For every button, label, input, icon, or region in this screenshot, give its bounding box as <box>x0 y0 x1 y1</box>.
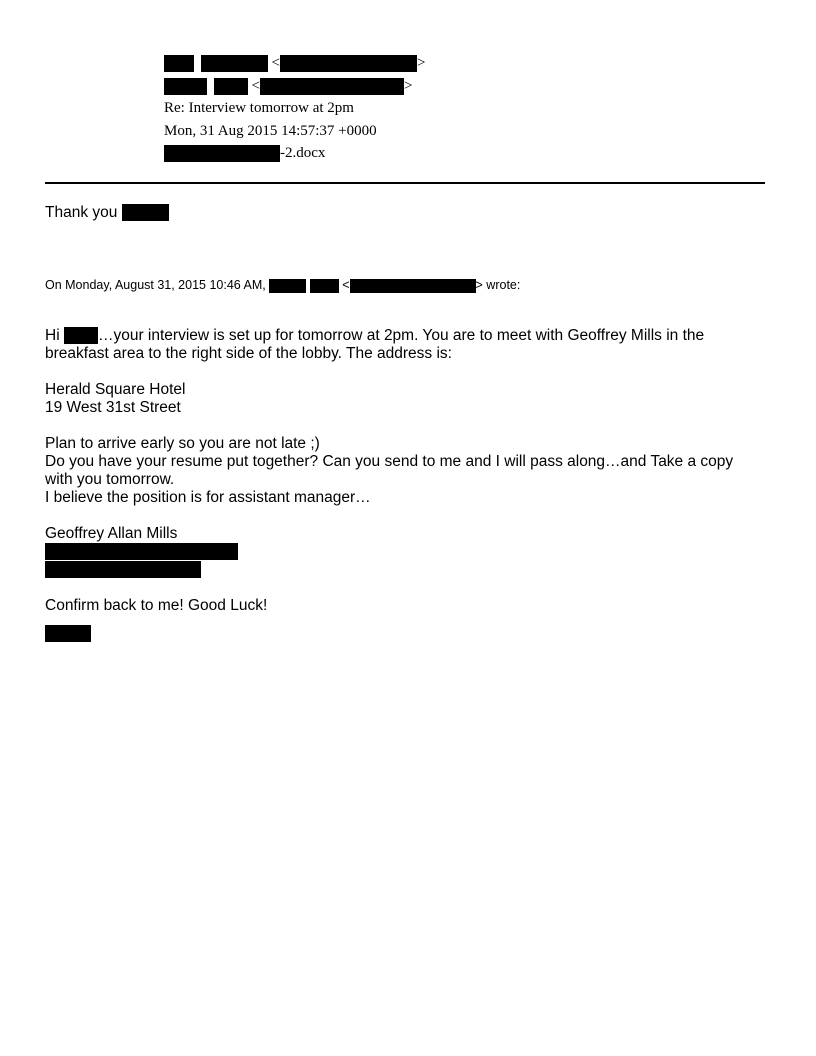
redaction-to-last <box>214 78 248 95</box>
to-value <box>164 76 412 96</box>
redaction-signature <box>45 625 91 642</box>
thanks-line <box>45 204 770 222</box>
thanks-text: Thank you <box>45 204 118 221</box>
para1-line1-text: …your interview is set up for tomorrow at 2pm. You are to meet with Geoffrey Mills in the <box>97 327 705 344</box>
reply-body <box>45 204 770 222</box>
attachment-name[interactable] <box>164 143 325 163</box>
redaction-contact-line1 <box>45 543 238 560</box>
address-line1: Herald Square Hotel <box>45 381 186 398</box>
para1-line2: breakfast area to the right side of the lobby. The address is: <box>45 345 452 362</box>
redaction-thanks-name <box>122 204 169 221</box>
redaction-to-email <box>260 78 404 95</box>
redaction-quote-last <box>310 279 339 293</box>
redaction-to-first <box>164 78 207 95</box>
from-gt: > <box>416 55 426 71</box>
from-value <box>164 53 425 73</box>
attachment-suffix: -2.docx <box>280 145 326 161</box>
date-value: Mon, 31 Aug 2015 14:57:37 +0000 <box>164 122 377 139</box>
redaction-quote-first <box>269 279 306 293</box>
redaction-from-first <box>164 55 194 72</box>
to-lt: < <box>251 77 260 94</box>
redaction-from-email <box>280 55 417 72</box>
para1-line1 <box>45 327 770 345</box>
subject-value: Re: Interview tomorrow at 2pm <box>164 100 354 116</box>
redaction-contact-line2 <box>45 561 201 578</box>
quote-intro <box>45 276 770 294</box>
to-gt: > <box>403 77 413 94</box>
contact-name: Geoffrey Allan Mills <box>45 525 178 542</box>
header-divider <box>45 182 765 184</box>
confirm-line: Confirm back to me! Good Luck! <box>45 597 268 614</box>
position-line: I believe the position is for assistant manager… <box>45 489 371 506</box>
plan-line: Plan to arrive early so you are not late ;) <box>45 435 320 452</box>
resume-line2: with you tomorrow. <box>45 471 175 488</box>
redaction-quote-email <box>350 279 476 293</box>
quote-intro-suffix: > wrote: <box>475 278 521 292</box>
address-line2: 19 West 31st Street <box>45 399 181 416</box>
redaction-hi-name <box>64 327 98 344</box>
resume-line1: Do you have your resume put together? Can you send to me and I will pass along…and Take a copy <box>45 453 734 470</box>
from-lt: < <box>271 55 280 71</box>
quote-lt: < <box>342 278 350 292</box>
hi-text: Hi <box>45 327 60 344</box>
quote-intro-prefix: On Monday, August 31, 2015 10:46 AM, <box>45 278 266 292</box>
quoted-message <box>45 327 770 643</box>
redaction-attachment-name <box>164 145 280 162</box>
redaction-from-last <box>201 55 268 72</box>
